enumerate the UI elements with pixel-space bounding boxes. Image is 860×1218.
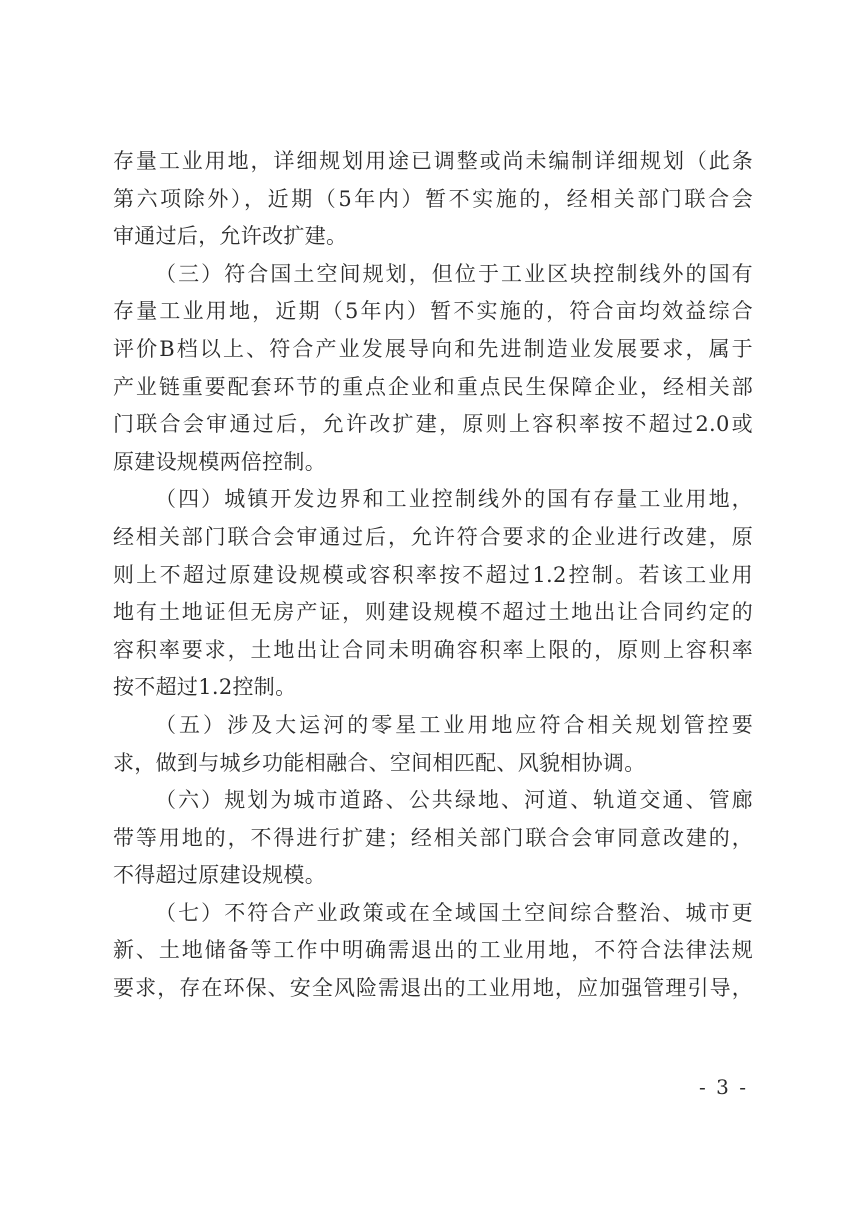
text-line: 经相关部门联合会审通过后，允许符合要求的企业进行改建，原 — [113, 524, 753, 549]
text-line: 求，做到与城乡功能相融合、空间相匹配、风貌相协调。 — [113, 750, 646, 775]
text-line: 产业链重要配套环节的重点企业和重点民生保障企业，经相关部 — [113, 374, 753, 399]
text-line: 带等用地的，不得进行扩建；经相关部门联合会审同意改建的， — [113, 825, 753, 850]
text-line: 原建设规模两倍控制。 — [113, 449, 326, 474]
text-line: 存量工业用地，近期（5年内）暂不实施的，符合亩均效益综合 — [113, 299, 753, 324]
text-line: 审通过后，允许改扩建。 — [113, 224, 348, 249]
page-number: - 3 - — [699, 1075, 748, 1099]
text-line: （五）涉及大运河的零星工业用地应符合相关规划管控要 — [155, 712, 753, 737]
text-line: 门联合会审通过后，允许改扩建，原则上容积率按不超过2.0或 — [113, 412, 753, 437]
text-line: 地有土地证但无房产证，则建设规模不超过土地出让合同约定的 — [113, 600, 753, 625]
text-line: 评价B档以上、符合产业发展导向和先进制造业发展要求，属于 — [113, 336, 753, 361]
text-line: 存量工业用地，详细规划用途已调整或尚未编制详细规划（此条 — [113, 149, 753, 173]
text-line: （三）符合国土空间规划，但位于工业区块控制线外的国有 — [155, 261, 753, 286]
text-line: 要求，存在环保、安全风险需退出的工业用地，应加强管理引导， — [113, 976, 753, 1001]
text-line: 不得超过原建设规模。 — [113, 863, 326, 888]
text-line: 第六项除外），近期（5年内）暂不实施的，经相关部门联合会 — [113, 186, 753, 211]
text-line: 则上不超过原建设规模或容积率按不超过1.2控制。若该工业用 — [113, 562, 753, 587]
text-line: 按不超过1.2控制。 — [113, 675, 297, 700]
text-line: （四）城镇开发边界和工业控制线外的国有存量工业用地， — [155, 487, 753, 512]
text-line: （六）规划为城市道路、公共绿地、河道、轨道交通、管廊 — [155, 788, 753, 813]
body-text — [113, 143, 753, 1008]
text-line: 容积率要求，土地出让合同未明确容积率上限的，原则上容积率 — [113, 637, 753, 662]
text-line: （七）不符合产业政策或在全域国土空间综合整治、城市更 — [155, 900, 753, 925]
text-line: 新、土地储备等工作中明确需退出的工业用地，不符合法律法规 — [113, 938, 753, 963]
